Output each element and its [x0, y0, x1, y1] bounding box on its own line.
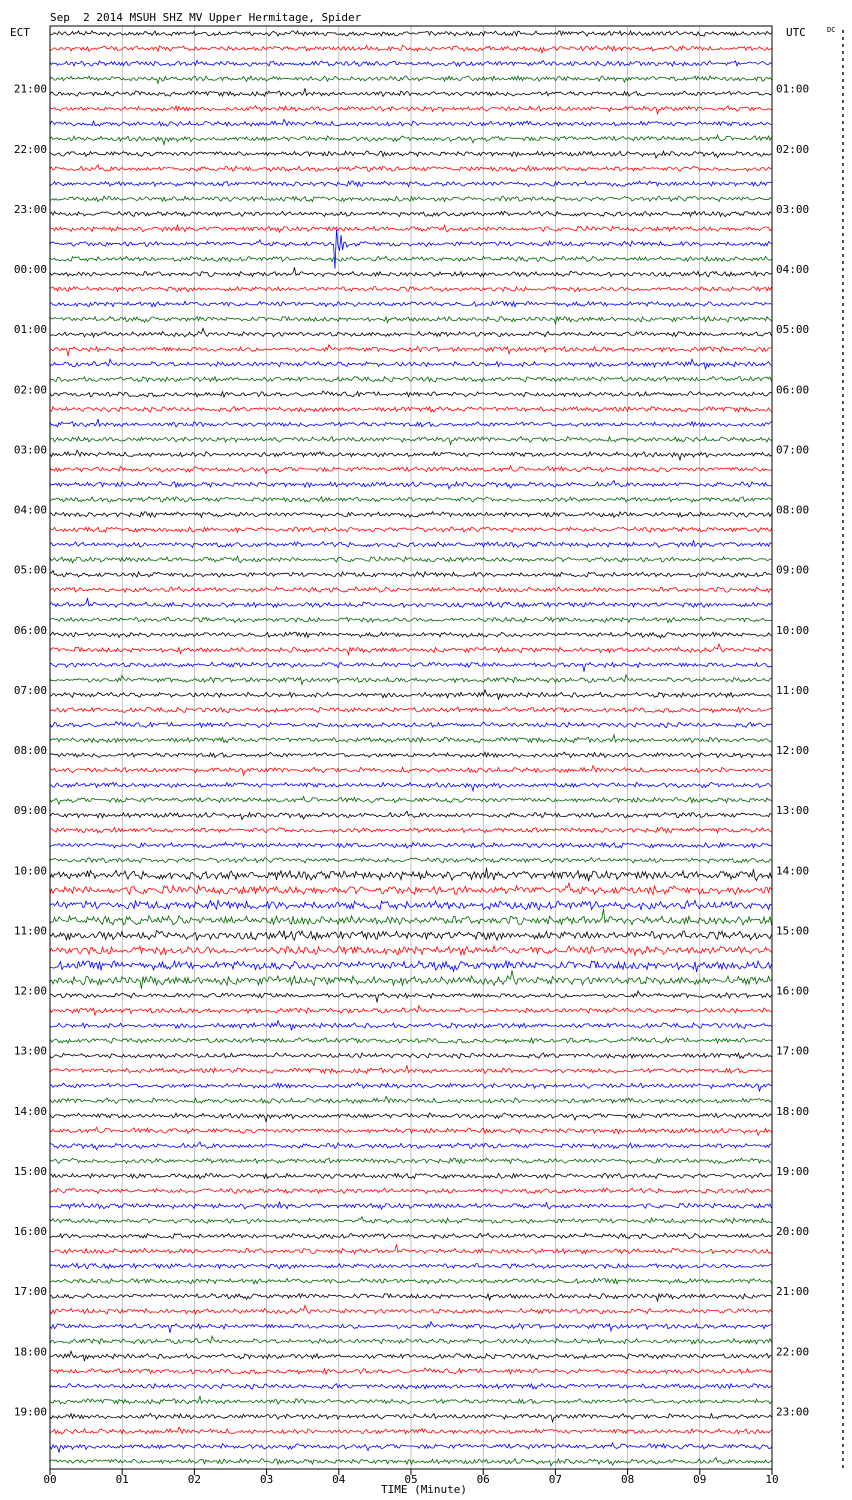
- left-time-label: 05:00: [13, 563, 47, 577]
- left-time-label: 03:00: [13, 443, 47, 457]
- left-time-label: 13:00: [13, 1044, 47, 1058]
- left-time-label: 09:00: [13, 804, 47, 818]
- right-time-label: 18:00: [776, 1104, 810, 1118]
- left-time-label: 16:00: [13, 1225, 47, 1238]
- left-axis-label: ECT: [10, 26, 30, 39]
- left-time-label: 21:00: [13, 82, 47, 96]
- right-time-label: 04:00: [776, 263, 810, 276]
- x-tick-label: 05: [404, 1473, 418, 1486]
- left-time-label: 12:00: [13, 984, 47, 998]
- left-time-label: 06:00: [13, 623, 47, 637]
- x-tick-label: 10: [765, 1473, 779, 1486]
- right-time-label: 06:00: [776, 383, 810, 397]
- left-time-label: 07:00: [13, 683, 47, 697]
- right-time-label: 15:00: [776, 924, 810, 938]
- right-time-label: 08:00: [776, 503, 810, 517]
- right-time-label: 01:00: [776, 82, 810, 96]
- left-time-label: 01:00: [13, 323, 47, 337]
- corner-label: DC: [827, 26, 836, 34]
- right-time-label: 02:00: [776, 142, 810, 156]
- left-time-label: 14:00: [13, 1104, 47, 1118]
- left-time-label: 19:00: [13, 1405, 47, 1419]
- right-time-label: 14:00: [776, 864, 810, 878]
- right-time-label: 10:00: [776, 623, 810, 637]
- left-time-label: 04:00: [13, 503, 47, 517]
- x-tick-label: 00: [43, 1473, 57, 1486]
- left-time-label: 23:00: [13, 202, 47, 216]
- x-tick-label: 09: [693, 1473, 707, 1486]
- x-tick-label: 06: [476, 1473, 490, 1486]
- right-time-label: 16:00: [776, 984, 810, 998]
- x-tick-label: 03: [259, 1473, 274, 1486]
- right-time-label: 19:00: [776, 1164, 810, 1178]
- x-tick-label: 04: [332, 1473, 346, 1486]
- x-axis-label: TIME (Minute): [380, 1483, 468, 1496]
- right-time-label: 03:00: [776, 202, 810, 216]
- right-time-label: 07:00: [776, 443, 810, 457]
- right-time-label: 17:00: [776, 1044, 810, 1058]
- left-time-label: 02:00: [13, 383, 47, 397]
- right-time-label: 20:00: [776, 1225, 810, 1238]
- right-time-label: 23:00: [776, 1405, 810, 1419]
- left-time-label: 00:00: [13, 263, 47, 276]
- left-time-label: 18:00: [13, 1345, 47, 1359]
- right-time-label: 13:00: [776, 804, 810, 818]
- x-tick-label: 07: [548, 1473, 563, 1486]
- right-time-label: 05:00: [776, 323, 810, 337]
- left-time-label: 11:00: [13, 924, 47, 938]
- right-time-label: 11:00: [776, 683, 810, 697]
- right-time-label: 09:00: [776, 563, 810, 577]
- right-time-label: 12:00: [776, 744, 810, 757]
- x-tick-label: 01: [115, 1473, 129, 1486]
- x-tick-label: 08: [620, 1473, 635, 1486]
- left-time-label: 15:00: [13, 1164, 47, 1178]
- left-time-label: 08:00: [13, 744, 47, 757]
- chart-title: Sep 2 2014 MSUH SHZ MV Upper Hermitage, Spider: [50, 11, 362, 24]
- right-axis-label: UTC: [786, 26, 806, 39]
- right-time-label: 22:00: [776, 1345, 810, 1359]
- x-tick-label: 02: [187, 1473, 202, 1486]
- left-time-label: 10:00: [13, 864, 47, 878]
- left-time-label: 17:00: [13, 1285, 47, 1299]
- left-time-label: 22:00: [13, 142, 47, 156]
- right-time-label: 21:00: [776, 1285, 810, 1299]
